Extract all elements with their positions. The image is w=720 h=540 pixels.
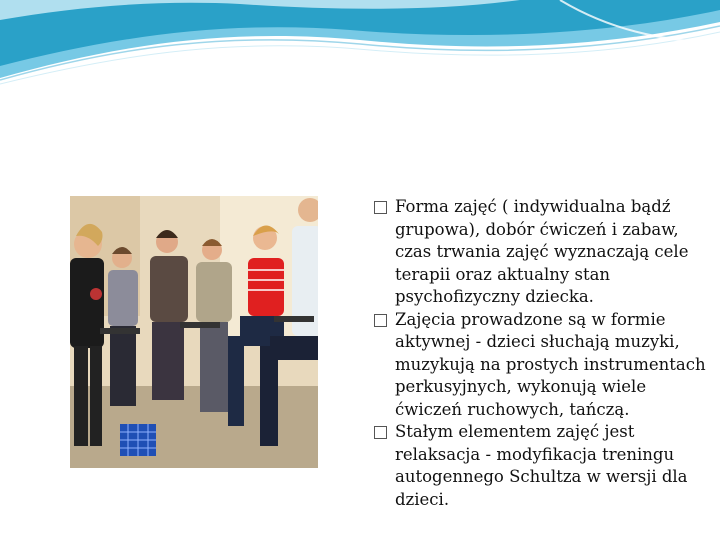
bullet-text: Stałym elementem zajęć jest relaksacja - modyfikacja treningu autogennego Schultza w wersji dla dzieci. xyxy=(395,422,688,509)
group-therapy-photo xyxy=(70,196,318,468)
bullet-item xyxy=(373,309,718,422)
bullet-text: Forma zajęć ( indywidualna bądź grupowa), dobór ćwiczeń i zabaw, czas trwania zajęć wyznaczają cele terapii oraz aktualny stan psychofizyczny dziecka. xyxy=(395,197,689,306)
checkbox-icon xyxy=(374,314,387,327)
bullet-item xyxy=(373,421,718,511)
header-wave-decoration xyxy=(0,0,720,90)
bullet-item xyxy=(373,196,718,309)
checkbox-icon xyxy=(374,201,387,214)
checkbox-icon xyxy=(374,426,387,439)
bullet-text: Zajęcia prowadzone są w formie aktywnej - dzieci słuchają muzyki, muzykują na prostych instrumentach perkusyjnych, wykonują wiele ćwiczeń ruchowych, tańczą. xyxy=(395,309,706,419)
bullet-list xyxy=(373,196,718,511)
